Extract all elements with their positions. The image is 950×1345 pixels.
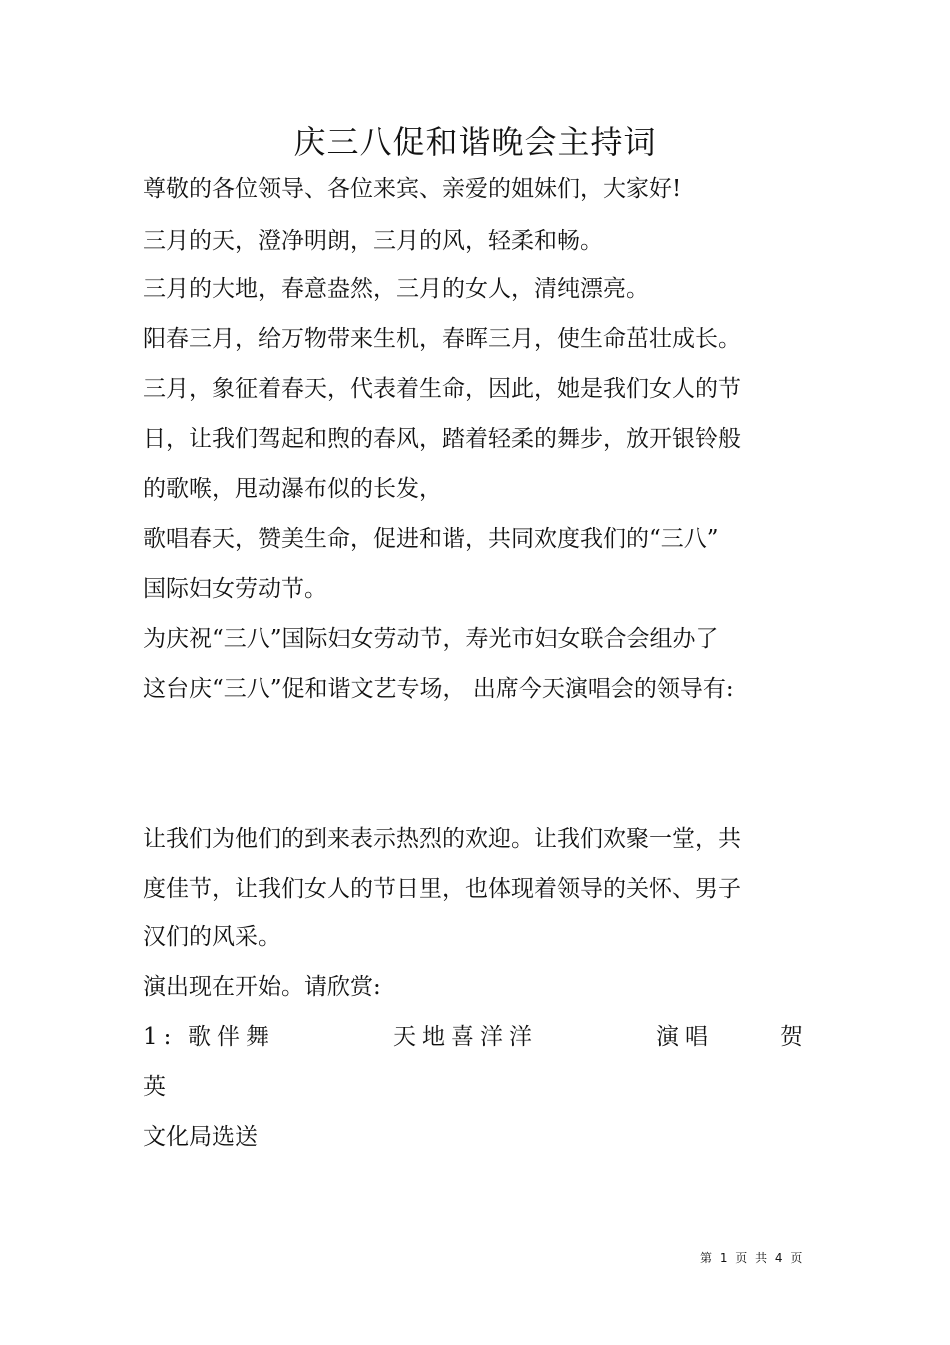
page-title: 庆三八促和谐晚会主持词 — [293, 123, 657, 161]
program-name: 天地喜洋洋 — [393, 1024, 538, 1050]
paragraph-line: 三月，象征着春天，代表着生命，因此，她是我们女人的节 — [143, 376, 741, 402]
paragraph-line: 尊敬的各位领导、各位来宾、亲爱的姐妹们，大家好! — [143, 176, 682, 202]
paragraph-line: 演出现在开始。请欣赏: — [143, 974, 381, 1000]
paragraph-line: 三月的天，澄净明朗，三月的风，轻柔和畅。 — [143, 228, 603, 254]
paragraph-line: 国际妇女劳动节。 — [143, 576, 327, 602]
program-role: 演唱 — [656, 1024, 714, 1050]
program-number: 1: — [143, 1024, 178, 1050]
program-performer: 贺 — [780, 1024, 809, 1050]
program-source: 文化局选送 — [143, 1124, 258, 1150]
program-item-row — [143, 1022, 807, 1054]
paragraph-line: 度佳节，让我们女人的节日里，也体现着领导的关怀、男子 — [143, 876, 741, 902]
paragraph-line: 阳春三月，给万物带来生机，春晖三月，使生命茁壮成长。 — [143, 326, 741, 352]
paragraph-line: 汉们的风采。 — [143, 924, 281, 950]
paragraph-line: 三月的大地，春意盎然，三月的女人，清纯漂亮。 — [143, 276, 649, 302]
page-footer: 第 1 页 共 4 页 — [700, 1251, 805, 1265]
paragraph-line: 为庆祝“三八”国际妇女劳动节，寿光市妇女联合会组办了 — [143, 626, 719, 652]
paragraph-line: 歌唱春天，赞美生命，促进和谐，共同欢度我们的“三八” — [143, 526, 719, 552]
paragraph-line: 的歌喉，甩动瀑布似的长发， — [143, 476, 442, 502]
paragraph-line: 这台庆“三八”促和谐文艺专场， 出席今天演唱会的领导有: — [143, 676, 734, 702]
program-type: 歌伴舞 — [188, 1024, 275, 1050]
paragraph-line: 日，让我们驾起和煦的春风，踏着轻柔的舞步，放开银铃般 — [143, 426, 741, 452]
program-performer-continued: 英 — [143, 1074, 166, 1100]
paragraph-line: 让我们为他们的到来表示热烈的欢迎。让我们欢聚一堂，共 — [143, 826, 741, 852]
